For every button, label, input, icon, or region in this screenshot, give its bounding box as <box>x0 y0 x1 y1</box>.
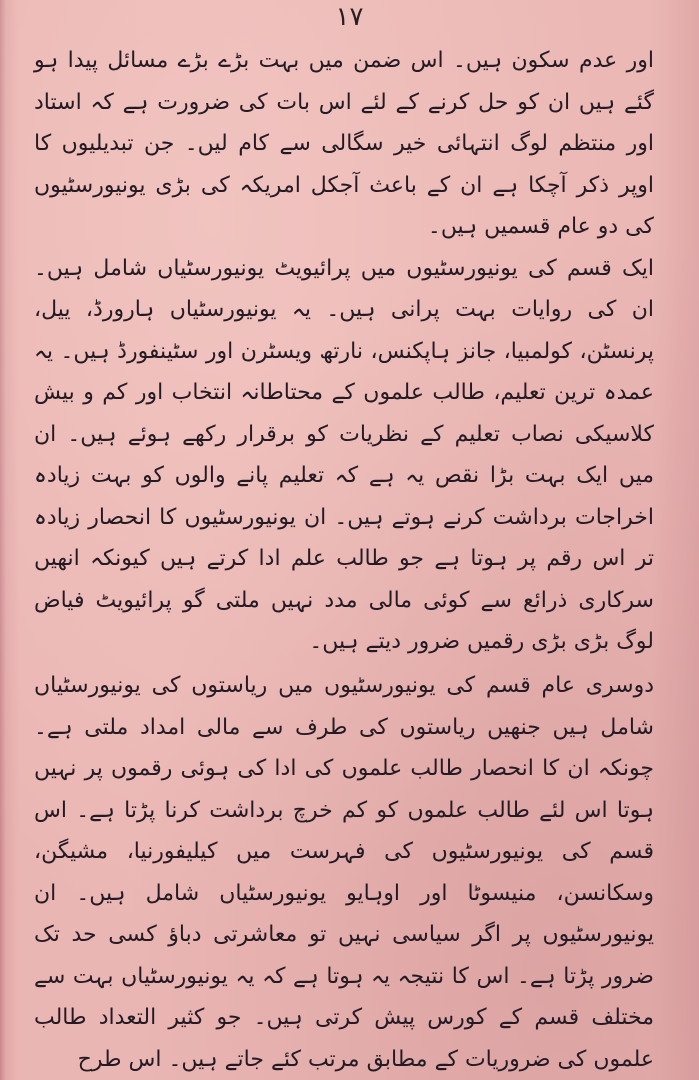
body-text-upper <box>34 40 654 663</box>
paragraph-2: ایک قسم کی یونیورسٹیوں میں پرائیویٹ یونیورسٹیاں شامل ہیں۔ ان کی روایات بہت پرانی ہیں۔ یہ یونیورسٹیاں ہارورڈ، ییل، پرنسٹن، کولمبیا، جانز ہاپکنس، نارتھ ویسٹرن اور سٹینفورڈ ہیں۔ یہ عمدہ ترین تعلیم، طالب علموں کے محتاطانہ انتخاب اور کم و بیش کلاسیکی نصاب تعلیم کے نظریات کو برقرار رکھے ہوئے ہیں۔ ان میں ایک بہت بڑا نقص یہ ہے کہ تعلیم پانے والوں کو بہت زیادہ اخراجات برداشت کرنے ہوتے ہیں۔ ان یونیورسٹیوں کا انحصار زیادہ تر اس رقم پر ہوتا ہے جو طالب علم ادا کرتے ہیں کیونکہ انھیں سرکاری ذرائع سے کوئی مالی مدد نہیں ملتی گو پرائیویٹ فیاض لوگ بڑی بڑی رقمیں ضرور دیتے ہیں۔ <box>34 255 654 654</box>
page-number: ۱۷ <box>335 2 364 32</box>
paragraph-1: اور عدم سکون ہیں۔ اس ضمن میں بہت بڑے بڑے مسائل پیدا ہو گئے ہیں ان کو حل کرنے کے لئے اس بات کی ضرورت ہے کہ استاد اور منتظم لوگ انتہائی خیر سگالی سے کام لیں۔ جن تبدیلیوں کا اوپر ذکر آچکا ہے ان کے باعث آجکل امریکہ کی بڑی یونیورسٹیوں کی دو عام قسمیں ہیں۔ <box>34 48 654 239</box>
body-text-lower <box>34 665 654 1080</box>
paragraph-3: دوسری عام قسم کی یونیورسٹیوں میں ریاستوں کی یونیورسٹیاں شامل ہیں جنھیں ریاستوں کی طرف سے مالی امداد ملتی ہے۔ چونکہ ان کا انحصار طالب علموں کی ادا کی ہوئی رقموں پر نہیں ہوتا اس لئے طالب علموں کو کم خرچ برداشت کرنا پڑتا ہے۔ اس قسم کی یونیورسٹیوں کی فہرست میں کیلیفورنیا، مشیگن، وسکانسن، منیسوٹا اور اوہایو یونیورسٹیاں شامل ہیں۔ ان یونیورسٹیوں پر اگر سیاسی نہیں تو معاشرتی دباؤ کسی حد تک ضرور پڑتا ہے۔ اس کا نتیجہ یہ ہوتا ہے کہ یہ یونیورسٹیاں بہت سے مختلف قسم کے کورس پیش کرتی ہیں۔ جو کثیر التعداد طالب علموں کی ضروریات کے مطابق مرتب کئے جاتے ہیں۔ اس طرح <box>34 673 654 1072</box>
